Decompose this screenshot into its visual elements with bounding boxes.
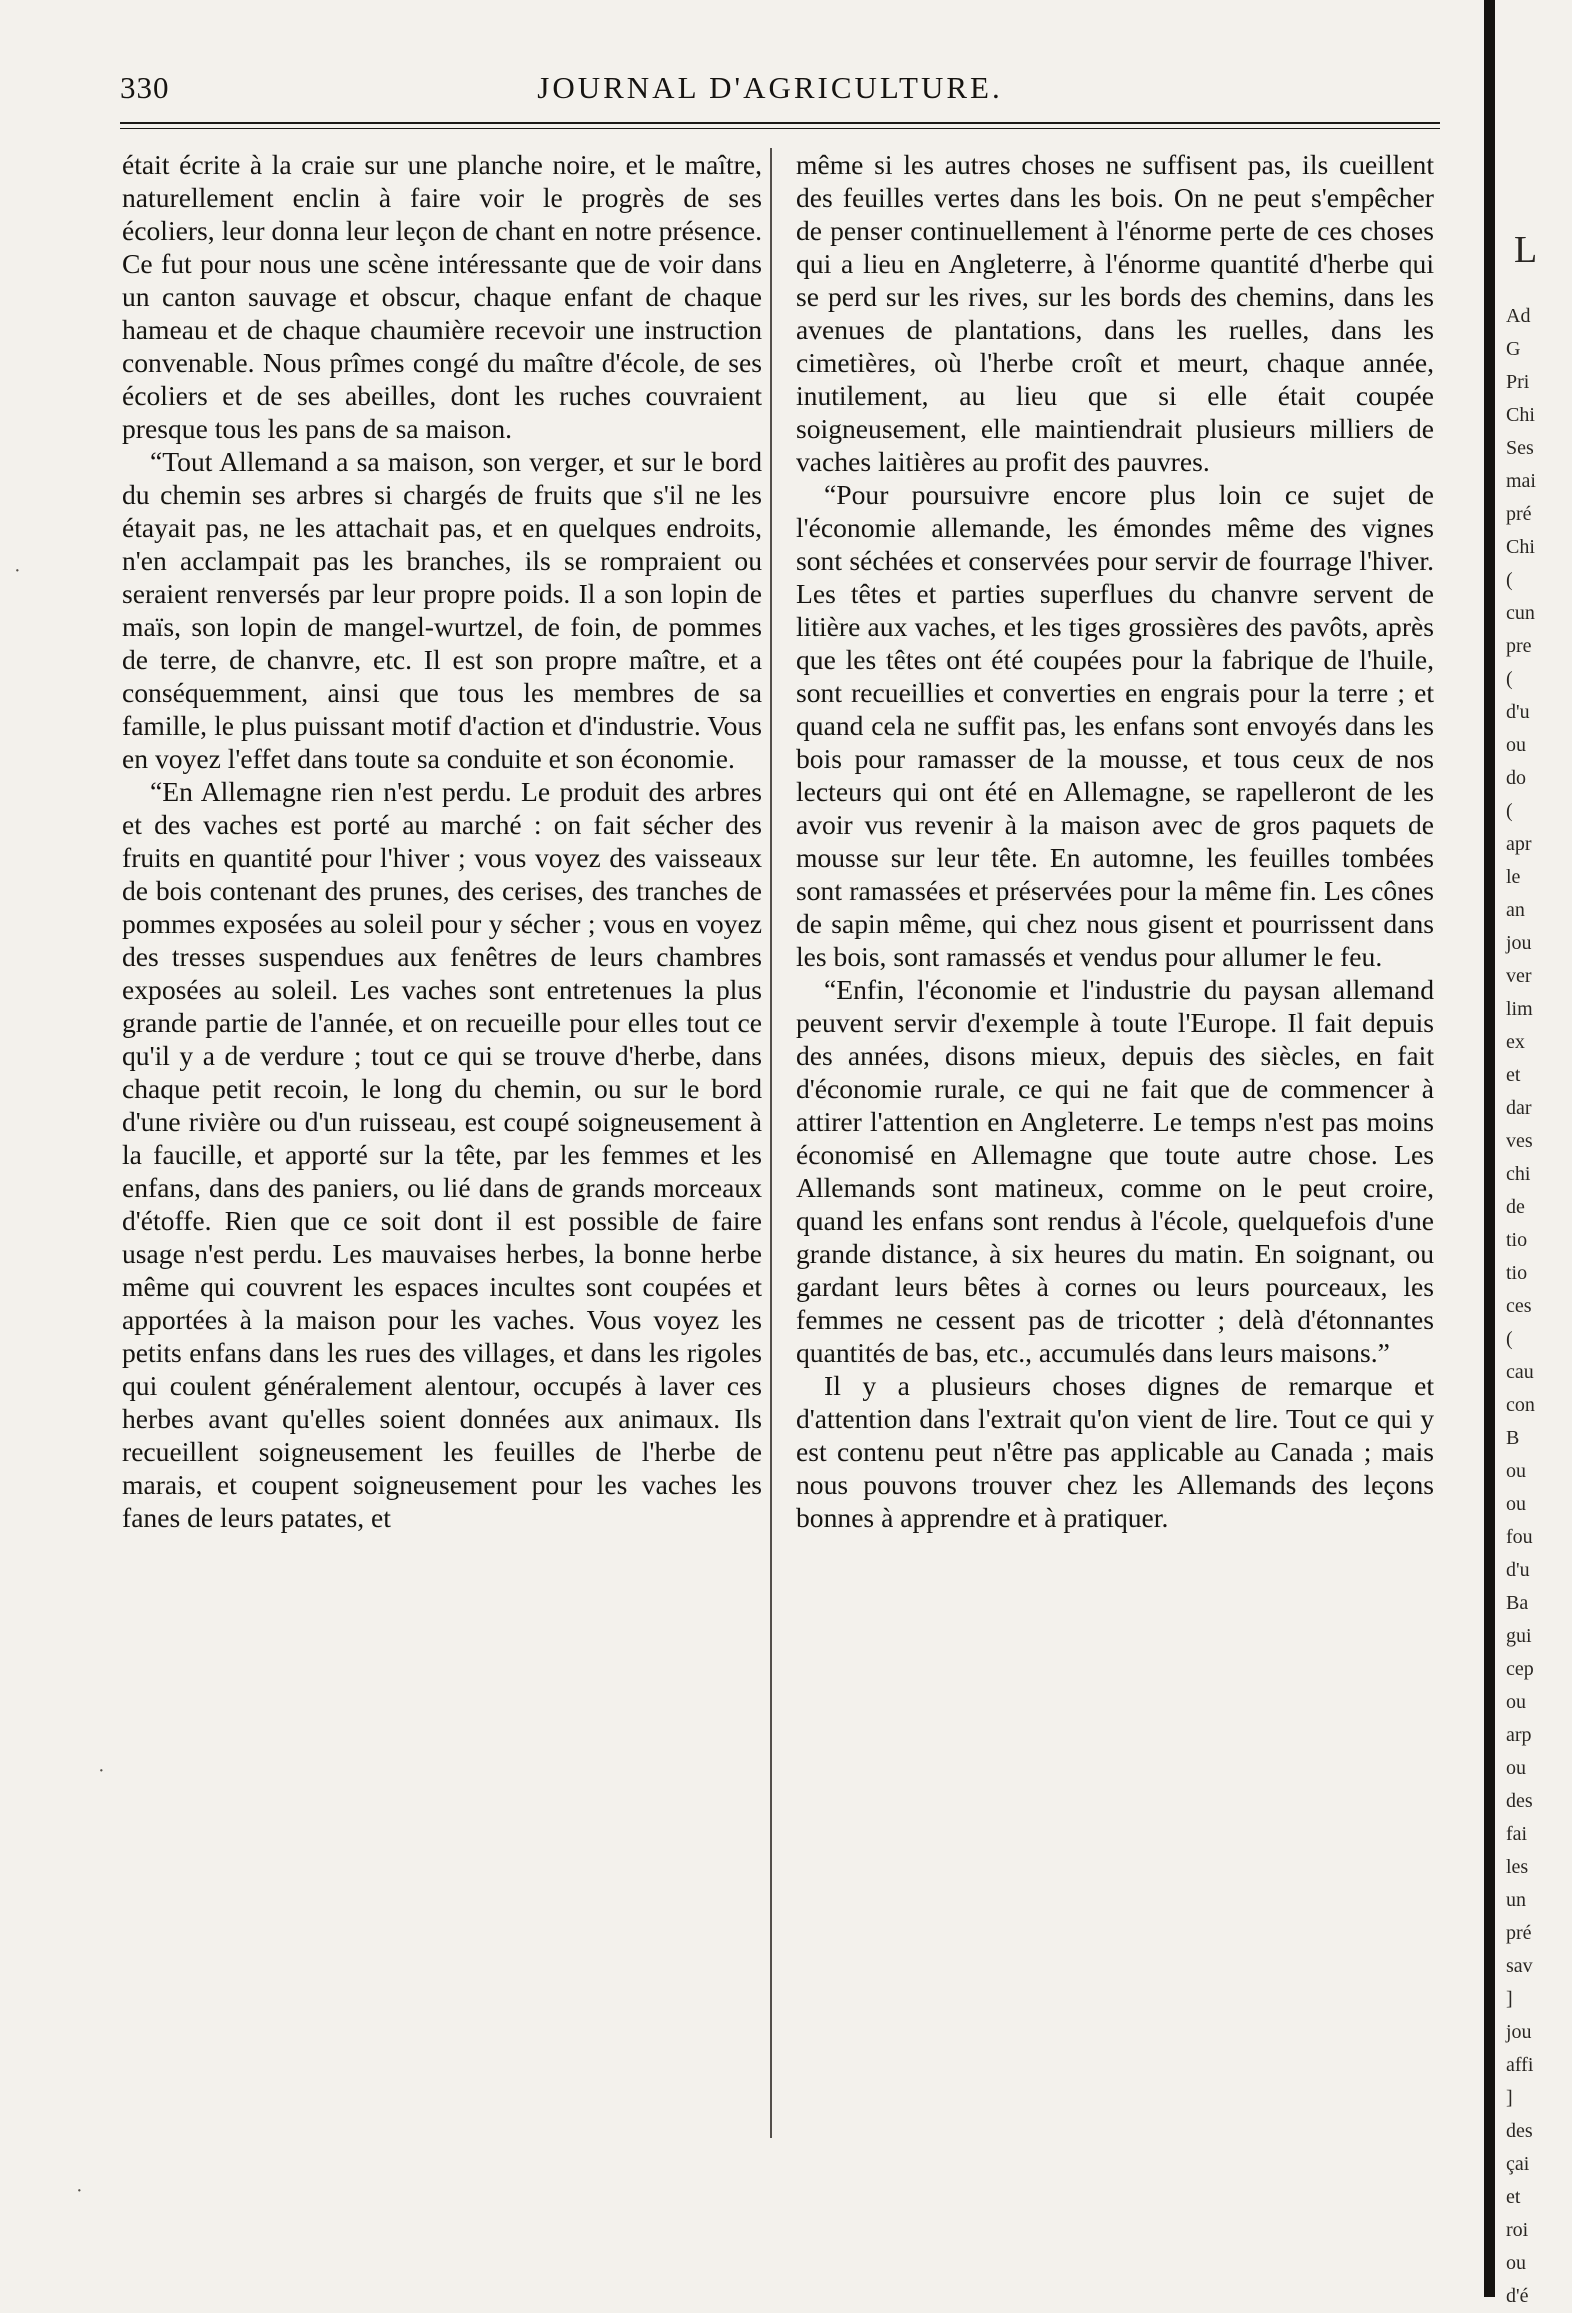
- paragraph: Il y a plusieurs choses dignes de remarque et d'attention dans l'extrait qu'on vient de lire. Tout ce qui y est contenu peut n'être pas applicable au Canada ; mais nous pouvons trouver chez les Allemands des leçons bonnes à apprendre et à pratiquer.: [796, 1370, 1434, 1533]
- bleed-fragment: an: [1506, 899, 1525, 921]
- bleed-fragment: jou: [1506, 2021, 1532, 2043]
- print-speck: ·: [14, 560, 21, 582]
- bleed-fragments: [1506, 300, 1572, 2313]
- bleed-fragment: tio: [1506, 1262, 1528, 1284]
- bleed-fragment: (: [1506, 668, 1513, 690]
- bleed-fragment: chi: [1506, 1163, 1531, 1185]
- bleed-fragment: sav: [1506, 1955, 1533, 1977]
- page-header: [120, 70, 1420, 120]
- header-rule-thin: [120, 128, 1440, 129]
- bleed-fragment: G: [1506, 338, 1521, 360]
- bleed-fragment: des: [1506, 2120, 1533, 2142]
- print-speck: ·: [98, 1760, 105, 1782]
- bleed-fragment: de: [1506, 1196, 1525, 1218]
- bleed-fragment: roi: [1506, 2219, 1529, 2241]
- bleed-fragment: fai: [1506, 1823, 1528, 1845]
- bleed-fragment: ou: [1506, 1460, 1526, 1482]
- bleed-fragment: ou: [1506, 2252, 1526, 2274]
- running-title: JOURNAL D'AGRICULTURE.: [537, 70, 1003, 105]
- paragraph: même si les autres choses ne suffisent pas, ils cueillent des feuilles vertes dans les bois. On ne peut s'empêcher de penser continuellement à l'énorme perte de ces choses qui a lieu en Angleterre, à l'énorme quantité d'herbe qui se perd sur les rives, sur les bords des chemins, dans les avenues de plantations, dans les ruelles, dans les cimetières, où l'herbe croît et meurt, chaque année, inutilement, au lieu que si elle était coupée soigneusement, elle maintiendrait plusieurs milliers de vaches laitières au profit des pauvres.: [796, 149, 1434, 477]
- bleed-fragment: Ba: [1506, 1592, 1529, 1614]
- bleed-fragment: ou: [1506, 1691, 1526, 1713]
- bleed-fragment: fou: [1506, 1526, 1533, 1548]
- bleed-fragment: d'u: [1506, 1559, 1530, 1581]
- bleed-fragment: B: [1506, 1427, 1520, 1449]
- bleed-initial: L: [1514, 229, 1538, 271]
- bleed-fragment: jou: [1506, 932, 1532, 954]
- paragraph: “Tout Allemand a sa maison, son verger, et sur le bord du chemin ses arbres si chargés de fruits que s'il ne les étayait pas, ne les attachait pas, et en quelques endroits, n'en acclampait pas les branches, ils se rompraient ou seraient renversés par leur propre poids. Il a son lopin de maïs, son lopin de mangel-wurtzel, de foin, de pommes de terre, de chanvre, etc. Il est son propre maître, et a conséquemment, ainsi que tous les membres de sa famille, le plus puissant motif d'action et d'industrie. Vous en voyez l'effet dans toute sa conduite et son économie.: [122, 446, 762, 774]
- bleed-fragment: ces: [1506, 1295, 1532, 1317]
- bleed-fragment: cau: [1506, 1361, 1534, 1383]
- bleed-fragment: Pri: [1506, 371, 1530, 393]
- page-number: 330: [120, 70, 170, 105]
- bleed-fragment: Chi: [1506, 404, 1535, 426]
- bleed-fragment: des: [1506, 1790, 1533, 1812]
- bleed-fragment: arp: [1506, 1724, 1532, 1746]
- bleed-fragment: (: [1506, 800, 1513, 822]
- left-column: [122, 148, 762, 1534]
- bleed-fragment: affi: [1506, 2054, 1534, 2076]
- bleed-fragment: ou: [1506, 734, 1526, 756]
- bleed-fragment: con: [1506, 1394, 1535, 1416]
- paragraph: était écrite à la craie sur une planche noire, et le maître, naturellement enclin à faire voir le progrès de ses écoliers, leur donna leur leçon de chant en notre présence. Ce fut pour nous une scène intéressante que de voir dans un canton sauvage et obscur, chaque enfant de chaque hameau et de chaque chaumière recevoir une instruction convenable. Nous prîmes congé du maître d'école, de ses écoliers et de ses abeilles, dont les ruches couvraient presque tous les pans de sa maison.: [122, 149, 762, 444]
- bleed-fragment: pré: [1506, 503, 1532, 525]
- bleed-fragment: (: [1506, 569, 1513, 591]
- bleed-fragment: cep: [1506, 1658, 1534, 1680]
- bleed-fragment: ou: [1506, 1757, 1526, 1779]
- right-column: [796, 148, 1434, 1534]
- print-speck: ·: [76, 2180, 83, 2202]
- bleed-fragment: (: [1506, 1328, 1513, 1350]
- bleed-fragment: un: [1506, 1889, 1526, 1911]
- bleed-fragment: apr: [1506, 833, 1532, 855]
- paragraph: “En Allemagne rien n'est perdu. Le produit des arbres et des vaches est porté au marché : on fait sécher des fruits en quantité pour l'hiver ; vous voyez des vaisseaux de bois contenant des prunes, des cerises, des tranches de pommes exposées au soleil pour y sécher ; vous en voyez des tresses suspendues aux fenêtres de leurs chambres exposées au soleil. Les vaches sont entretenues la plus grande partie de l'année, et on recueille pour elles tout ce qu'il y a de verdure ; tout ce qui se trouve d'herbe, dans chaque petit recoin, le long du chemin, ou sur le bord d'une rivière ou d'un ruisseau, est coupé soigneusement à la faucille, et apporté sur la tête, par les femmes et les enfans, dans des paniers, ou lié dans de grands morceaux d'étoffe. Rien que ce soit dont il est possible de faire usage n'est perdu. Les mauvaises herbes, la bonne herbe même qui couvrent les espaces incultes sont coupées et apportées à la maison pour les vaches. Vous voyez les petits enfans dans les rues des villages, et dans les rigoles qui coulent généralement alentour, occupés à laver ces herbes avant qu'elles soient données aux animaux. Ils recueillent soigneusement les feuilles de l'herbe de marais, et coupent soigneusement pour les vaches les fanes de leurs patates, et: [122, 776, 762, 1533]
- bleed-fragment: cun: [1506, 602, 1535, 624]
- bleed-fragment: do: [1506, 767, 1526, 789]
- bleed-fragment: d'u: [1506, 701, 1530, 723]
- bleed-fragment: lim: [1506, 998, 1533, 1020]
- bleed-fragment: Ses: [1506, 437, 1534, 459]
- binding-edge: [1484, 0, 1495, 2297]
- bleed-fragment: dar: [1506, 1097, 1532, 1119]
- bleed-fragment: ves: [1506, 1130, 1533, 1152]
- bleed-fragment: et: [1506, 2186, 1521, 2208]
- bleed-fragment: çai: [1506, 2153, 1530, 2175]
- bleed-fragment: pre: [1506, 635, 1532, 657]
- bleed-fragment: ex: [1506, 1031, 1525, 1053]
- bleed-fragment: ver: [1506, 965, 1532, 987]
- bleed-fragment: mai: [1506, 470, 1536, 492]
- bleed-fragment: d'é: [1506, 2285, 1529, 2307]
- bleed-fragment: pré: [1506, 1922, 1532, 1944]
- bleed-fragment: le: [1506, 866, 1521, 888]
- facing-page-bleed: [1506, 140, 1572, 2307]
- header-rule: [120, 122, 1440, 124]
- bleed-fragment: ou: [1506, 1493, 1526, 1515]
- bleed-fragment: les: [1506, 1856, 1529, 1878]
- bleed-fragment: tio: [1506, 1229, 1528, 1251]
- bleed-fragment: ]: [1506, 1988, 1513, 2010]
- paragraph: “Enfin, l'économie et l'industrie du paysan allemand peuvent servir d'exemple à toute l'Europe. Il fait depuis des années, disons mieux, depuis des siècles, en fait d'économie rurale, ce qui ne fait que de commencer à attirer l'attention en Angleterre. Le temps n'est pas moins économisé en Allemagne que toute autre chose. Les Allemands sont matineux, comme on le peut croire, quand les enfans sont rendus à l'école, quelquefois d'une grande distance, à six heures du matin. En soignant, ou gardant leurs bêtes à cornes ou leurs pourceaux, les femmes ne cessent pas de tricotter ; delà d'étonnantes quantités de bas, etc., accumulés dans leurs maisons.”: [796, 974, 1434, 1368]
- paragraph: “Pour poursuivre encore plus loin ce sujet de l'économie allemande, les émondes même des vignes sont séchées et conservées pour servir de fourrage l'hiver. Les têtes et parties superflues du chanvre servent de litière aux vaches, et les tiges grossières des pavôts, après que les têtes ont été coupées pour la fabrique de l'huile, sont recueillies et converties en engrais pour la terre ; et quand cela ne suffit pas, les enfans sont envoyés dans les bois pour ramasser de la mousse, et tous ceux de nos lecteurs qui ont été en Allemagne, se rapelleront de les avoir vus revenir à la maison avec de gros paquets de mousse sur leur tête. En automne, les feuilles tombées sont ramassées et préservées pour la même fin. Les cônes de sapin même, qui chez nous gisent et pourrissent dans les bois, sont ramassés et vendus pour allumer le feu.: [796, 479, 1434, 972]
- column-divider: [770, 148, 772, 2138]
- bleed-fragment: gui: [1506, 1625, 1532, 1647]
- bleed-fragment: Chi: [1506, 536, 1535, 558]
- bleed-fragment: Ad: [1506, 305, 1531, 327]
- bleed-fragment: et: [1506, 1064, 1521, 1086]
- bleed-fragment: ]: [1506, 2087, 1513, 2109]
